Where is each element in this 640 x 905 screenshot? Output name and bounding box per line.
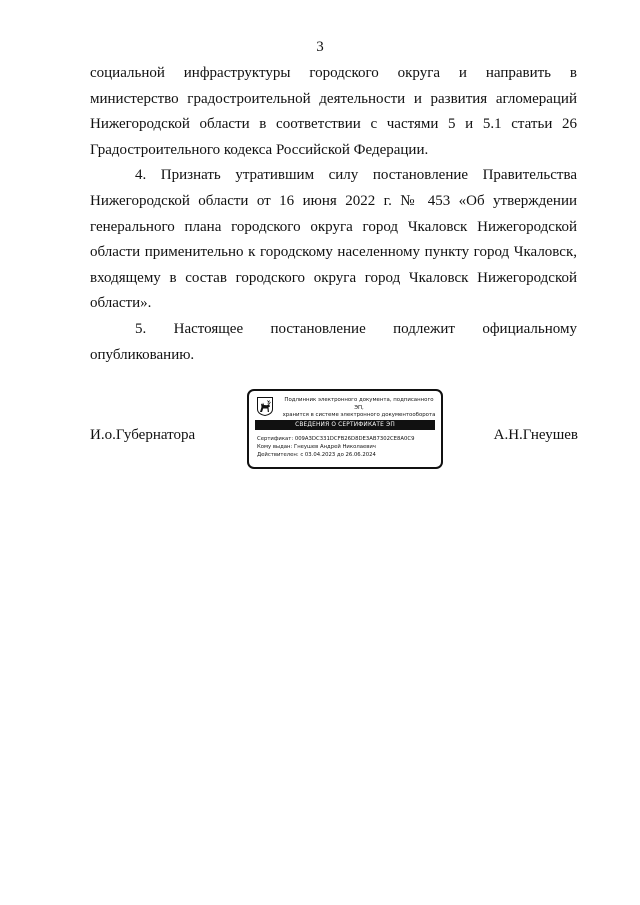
document-body: [90, 61, 577, 368]
signer-title: И.о.Губернатора: [90, 427, 196, 443]
stamp-header-line-1: Подлинник электронного документа, подписанного ЭП,: [284, 397, 434, 411]
certificate-validity: Действителен: с 03.04.2023 до 26.06.2024: [257, 452, 376, 458]
paragraph-1: социальной инфраструктуры городского округа и направить в министерство градостроительной деятельности и развития агломераций Нижегородской области в соответствии с частями 5 и 5.1 статьи 26 Градостроительного кодекса Российской Федерации.: [90, 65, 577, 158]
certificate-info-banner: СВЕДЕНИЯ О СЕРТИФИКАТЕ ЭП: [255, 420, 435, 430]
certificate-number: Сертификат: 009A3DC331DCFB26D8DE3AB7302CE8A0C9: [257, 436, 415, 442]
electronic-signature-stamp: [247, 389, 443, 469]
stamp-header-line-2: хранится в системе электронного документооборота: [282, 412, 436, 418]
paragraph-4: 4. Признать утратившим силу постановление Правительства Нижегородской области от 16 июня 2022 г. № 453 «Об утверждении генерального плана городского округа город Чкаловск Нижегородской области применительно к городскому населенному пункту город Чкаловск, входящему в состав городского округа город Чкаловск Нижегородской области».: [90, 167, 577, 312]
certificate-details: [257, 435, 414, 459]
certificate-owner: Кому выдан: Гнеушев Андрей Николаевич: [257, 444, 376, 450]
stamp-header: [279, 397, 439, 420]
paragraph-5: 5. Настоящее постановление подлежит официальному опубликованию.: [90, 320, 577, 363]
page-number: 3: [316, 39, 324, 55]
signer-name: А.Н.Гнеушев: [493, 427, 578, 443]
deer-emblem-icon: [257, 397, 273, 416]
